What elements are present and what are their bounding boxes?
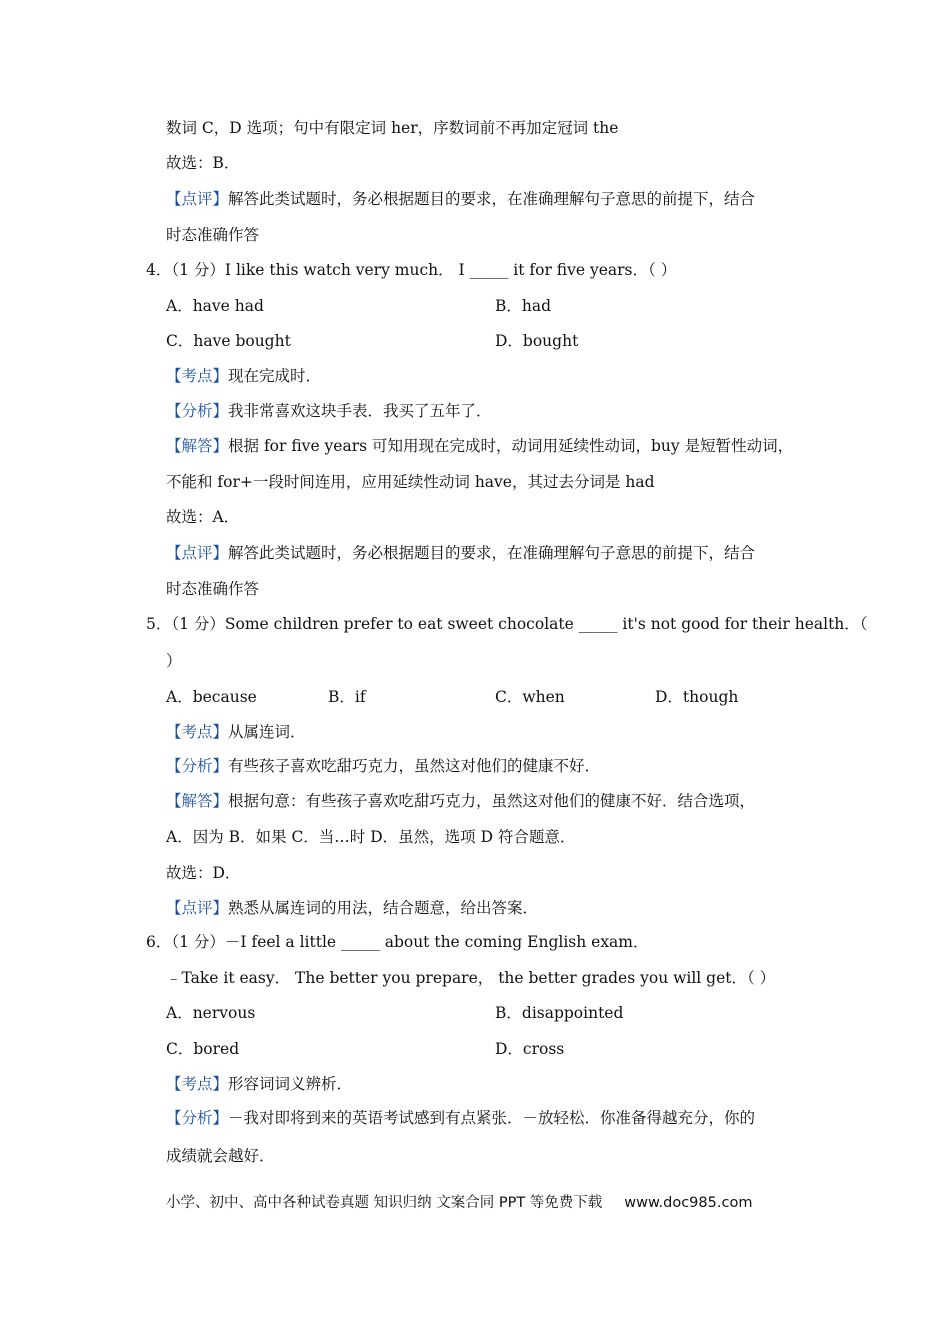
jieda-tag: 【解答】 (166, 792, 229, 810)
analysis-tail: 数词 C，D 选项；句中有限定词 her，序数词前不再加定冠词 the (166, 119, 619, 137)
footer-url[interactable]: www.doc985.com (624, 1195, 753, 1211)
question-6 (146, 932, 649, 952)
answer-line: 故选：D． (166, 864, 241, 882)
option-b: B．had (495, 297, 552, 315)
question-stem: （1 分）Some children prefer to eat sweet chocolate _____ it's not good for their health．（ (171, 615, 868, 633)
answer-line: 故选：A． (166, 508, 240, 526)
question-stem-2: ﹣Take it easy． The better you prepare， the better grades you will get．（ ） (166, 969, 776, 987)
dianping-tag: 【点评】 (166, 544, 229, 562)
jieda-line-2: A．因为 B．如果 C．当…时 D．虽然，选项 D 符合题意． (166, 828, 576, 846)
option-a: A．because (166, 688, 257, 706)
question-stem-end: ） (166, 652, 182, 670)
option-c: C．bored (166, 1040, 240, 1058)
footer (166, 1191, 752, 1212)
jieda-line (166, 436, 793, 456)
comment-tag: 【点评】 (166, 190, 229, 208)
option-b: B．disappointed (495, 1004, 624, 1022)
dianping-text: 熟悉从属连词的用法，结合题意，给出答案． (228, 899, 539, 917)
dianping-tag: 【点评】 (166, 899, 229, 917)
fenxi-tag: 【分析】 (166, 757, 229, 775)
kaodian-text: 从属连词． (228, 723, 306, 741)
jieda-text: 根据句意：有些孩子喜欢吃甜巧克力，虽然这对他们的健康不好．结合选项， (228, 792, 756, 810)
dianping-line (166, 543, 755, 563)
fenxi-text: 有些孩子喜欢吃甜巧克力，虽然这对他们的健康不好． (228, 757, 601, 775)
kaodian-line (166, 366, 321, 386)
fenxi-tag: 【分析】 (166, 402, 229, 420)
dianping-text: 解答此类试题时，务必根据题目的要求，在准确理解句子意思的前提下，结合 (228, 544, 756, 562)
kaodian-tag: 【考点】 (166, 723, 229, 741)
option-d: D．though (655, 688, 739, 706)
fenxi-line (166, 1108, 755, 1128)
fenxi-line (166, 756, 600, 776)
fenxi-text: 我非常喜欢这块手表．我买了五年了． (228, 402, 492, 420)
comment-line-2: 时态准确作答 (166, 226, 260, 244)
option-a: A．nervous (166, 1004, 256, 1022)
fenxi-line (166, 401, 492, 421)
option-b: B．if (328, 688, 366, 706)
option-d: D．cross (495, 1040, 565, 1058)
dianping-line-2: 时态准确作答 (166, 580, 260, 598)
kaodian-text: 形容词词义辨析． (228, 1075, 353, 1093)
option-c: C．when (495, 688, 565, 706)
fenxi-line-2: 成绩就会越好． (166, 1147, 275, 1165)
answer-line: 故选：B． (166, 154, 240, 172)
question-number: 5． (146, 615, 172, 633)
fenxi-text: －我对即将到来的英语考试感到有点紧张．－放轻松．你准备得越充分，你的 (228, 1109, 756, 1127)
jieda-tag: 【解答】 (166, 437, 229, 455)
question-4 (146, 260, 676, 280)
option-d: D．bought (495, 332, 579, 350)
comment-text: 解答此类试题时，务必根据题目的要求，在准确理解句子意思的前提下，结合 (228, 190, 756, 208)
question-stem: （1 分）I like this watch very much． I _____ it for five years．（ ） (171, 261, 677, 279)
jieda-line-2: 不能和 for+一段时间连用，应用延续性动词 have，其过去分词是 had (166, 473, 655, 491)
dianping-line (166, 898, 538, 918)
footer-text: 小学、初中、高中各种试卷真题 知识归纳 文案合同 PPT 等免费下载 (166, 1195, 603, 1211)
question-stem: （1 分）－I feel a little _____ about the coming English exam． (171, 933, 649, 951)
jieda-text: 根据 for five years 可知用现在完成时，动词用延续性动词，buy 是短暂性动词， (228, 437, 794, 455)
kaodian-line (166, 722, 306, 742)
kaodian-tag: 【考点】 (166, 367, 229, 385)
question-number: 4． (146, 261, 172, 279)
kaodian-text: 现在完成时． (228, 367, 322, 385)
question-5 (146, 614, 868, 634)
jieda-line (166, 791, 755, 811)
question-number: 6． (146, 933, 172, 951)
comment-line (166, 189, 755, 209)
kaodian-tag: 【考点】 (166, 1075, 229, 1093)
fenxi-tag: 【分析】 (166, 1109, 229, 1127)
option-a: A．have had (166, 297, 264, 315)
option-c: C．have bought (166, 332, 291, 350)
kaodian-line (166, 1074, 352, 1094)
